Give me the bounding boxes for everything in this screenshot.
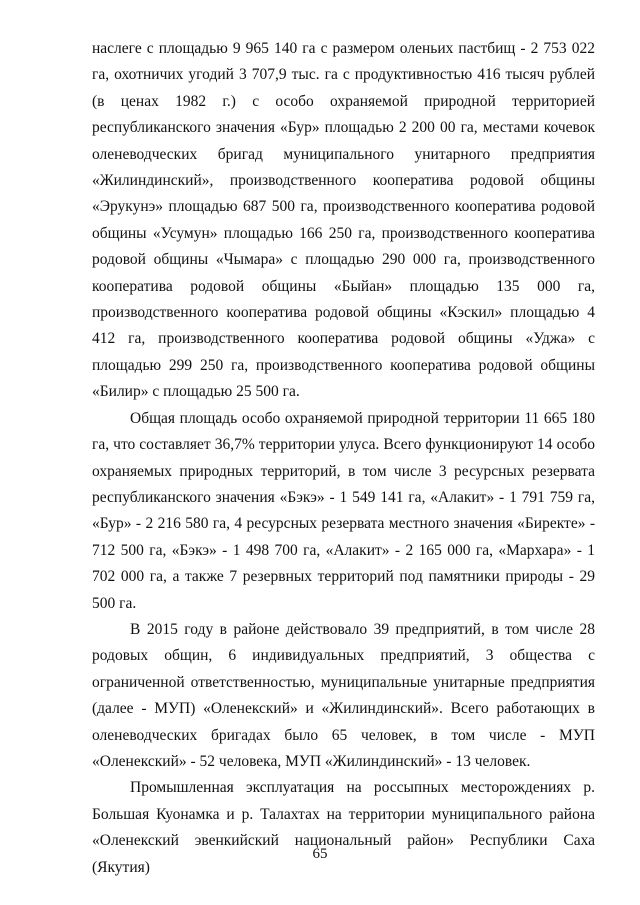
paragraph-continued: наслеге с площадью 9 965 140 га с размером оленьих пастбищ - 2 753 022 га, охотничих угодий 3 707,9 тыс. га с продуктивностью 416 тысяч рублей (в ценах 1982 г.) с особо охраняемой природной территорией республиканского значения «Бур» площадью 2 200 00 га, местами кочевок оленеводческих бригад муниципального унитарного предприятия «Жилиндинский», производственного кооператива родовой общины «Эрукунэ» площадью 687 500 га, производственного кооператива родовой общины «Усумун» площадью 166 250 га, производственного кооператива родовой общины «Чымара» с площадью 290 000 га, производственного кооператива родовой общины «Быйан» площадью 135 000 га, производственного кооператива родовой общины «Кэскил» площадью 4 412 га, производственного кооператива родовой общины «Уджа» с площадью 299 250 га, производственного кооператива родовой общины «Билир» с площадью 25 500 га.: [92, 40, 595, 401]
body-text: [92, 36, 595, 881]
paragraph-protected-areas: Общая площадь особо охраняемой природной территории 11 665 180 га, что составляет 36,7% территории улуса. Всего функционируют 14 особо охраняемых природных территорий, в том числе 3 ресурсных резервата республиканского значения «Бэкэ» - 1 549 141 га, «Алакит» - 1 791 759 га, «Бур» - 2 216 580 га, 4 ресурсных резервата местного значения «Биректе» - 712 500 га, «Бэкэ» - 1 498 700 га, «Алакит» - 2 165 000 га, «Мархара» - 1 702 000 га, а также 7 резервных территорий под памятники природы - 29 500 га.: [92, 409, 595, 612]
page-number: 65: [312, 846, 328, 862]
paragraph-enterprises: В 2015 году в районе действовало 39 предприятий, в том числе 28 родовых общин, 6 индивидуальных предприятий, 3 общества с ограниченной ответственностью, муниципальные унитарные предприятия (далее - МУП) «Оленекский» и «Жилиндинский». Всего работающих в оленеводческих бригадах было 65 человек, в том числе - МУП «Оленекский» - 52 человека, МУП «Жилиндинский» - 13 человек.: [92, 620, 595, 770]
paragraph-industrial-exploitation: Промышленная эксплуатация на россыпных месторождениях р. Большая Куонамка и р. Талахтах на территории муниципального района «Оленекский эвенкийский национальный район» Республики Саха (Якутия): [92, 779, 595, 876]
